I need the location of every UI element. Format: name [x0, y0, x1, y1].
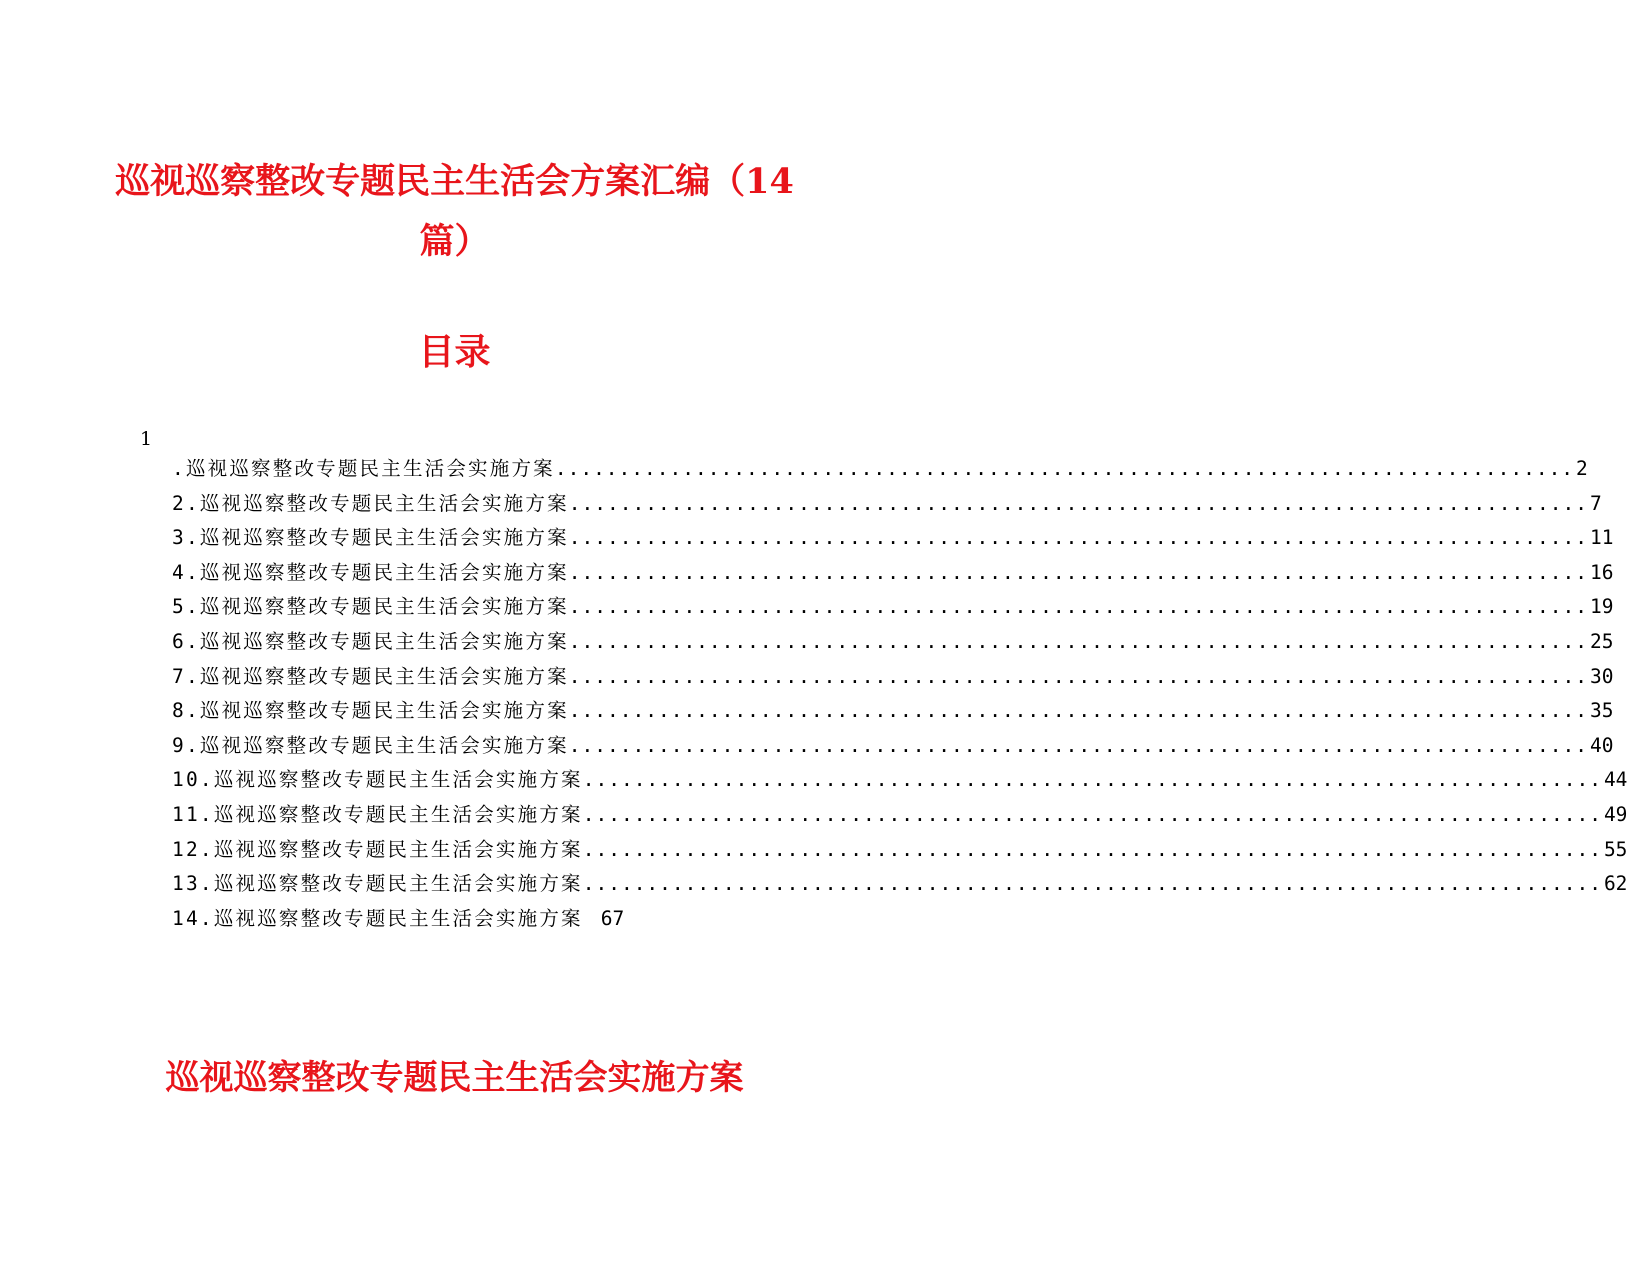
toc-entry[interactable]: [172, 833, 1628, 868]
toc-entry-page-number: 55: [1603, 837, 1628, 861]
toc-entry-page-number: 67: [600, 906, 625, 930]
toc-entry-page-number: 35: [1589, 699, 1614, 723]
toc-entry-page-number: 30: [1589, 664, 1614, 688]
toc-entry-label: 11.巡视巡察整改专题民主生活会实施方案: [172, 802, 583, 826]
toc-leader-dots: ................................................................................: [568, 526, 1588, 550]
toc-entry-page-number: 49: [1603, 802, 1628, 826]
toc-leader-dots: ................................................................................: [582, 837, 1602, 861]
toc-entry[interactable]: [172, 590, 1614, 625]
toc-entry[interactable]: [172, 660, 1614, 695]
toc-entry-page-number: 40: [1589, 733, 1614, 757]
toc-entry-label: 14.巡视巡察整改专题民主生活会实施方案: [172, 906, 583, 930]
toc-entry-label: 13.巡视巡察整改专题民主生活会实施方案: [172, 872, 583, 896]
toc-entry[interactable]: [172, 487, 1602, 522]
toc-entry-label: 3.巡视巡察整改专题民主生活会实施方案: [172, 526, 569, 550]
document-title-line-1: 巡视巡察整改专题民主生活会方案汇编（14: [115, 161, 794, 202]
toc-leader-dots: ................................................................................: [582, 872, 1602, 896]
toc-entry-page-number: 2: [1576, 457, 1588, 480]
toc-leader-dots: ................................................................................: [568, 664, 1588, 688]
toc-entry-page-number: 44: [1603, 768, 1628, 792]
toc-entry[interactable]: [172, 798, 1628, 833]
toc-leader-dots: ................................................................................: [568, 491, 1588, 515]
toc-entry-page-number: 19: [1589, 595, 1614, 619]
toc-entry-label: 4.巡视巡察整改专题民主生活会实施方案: [172, 560, 569, 584]
toc-leader-dots: ................................................................................: [582, 768, 1602, 792]
toc-entry-label: 6.巡视巡察整改专题民主生活会实施方案: [172, 629, 569, 653]
toc-entry-page-number: 16: [1589, 560, 1614, 584]
toc-entry-label: 5.巡视巡察整改专题民主生活会实施方案: [172, 595, 569, 619]
document-title-line-2: 篇）: [419, 221, 490, 262]
toc-entry-label: 7.巡视巡察整改专题民主生活会实施方案: [172, 664, 569, 688]
toc-leader-dots: ................................................................................: [568, 560, 1588, 584]
toc-entry[interactable]: [172, 521, 1614, 556]
toc-leader-dots: ................................................................................: [582, 802, 1602, 826]
toc-entry[interactable]: [172, 902, 762, 937]
toc-entry[interactable]: [172, 867, 1628, 902]
toc-entry-page-number: 25: [1589, 629, 1614, 653]
toc-entry[interactable]: [172, 556, 1614, 591]
toc-entry-label: 12.巡视巡察整改专题民主生活会实施方案: [172, 837, 583, 861]
toc-leader-dots: ................................................................................: [568, 733, 1588, 757]
toc-entry[interactable]: [172, 625, 1614, 660]
toc-entry-page-number: 62: [1603, 872, 1628, 896]
toc-entry[interactable]: [172, 729, 1614, 764]
toc-leader-dots: ................................................................................: [568, 629, 1588, 653]
toc-first-number: 1: [140, 428, 153, 450]
toc-entry-page-number: 7: [1589, 491, 1602, 515]
toc-entry[interactable]: [172, 452, 1588, 487]
toc-entry-label: 10.巡视巡察整改专题民主生活会实施方案: [172, 768, 583, 792]
section-title: 巡视巡察整改专题民主生活会实施方案: [165, 1058, 744, 1098]
toc-entry[interactable]: [172, 694, 1614, 729]
toc-entry-label: 2.巡视巡察整改专题民主生活会实施方案: [172, 491, 569, 515]
toc-heading: 目录: [418, 331, 491, 373]
table-of-contents: [172, 452, 1628, 936]
toc-entry-page-number: 11: [1589, 526, 1614, 550]
toc-entry-label: .巡视巡察整改专题民主生活会实施方案: [172, 457, 555, 480]
toc-leader-dots: ................................................................................: [568, 595, 1588, 619]
toc-leader-dots: ................................................................................: [568, 699, 1588, 723]
toc-entry-label: 9.巡视巡察整改专题民主生活会实施方案: [172, 733, 569, 757]
toc-entry[interactable]: [172, 763, 1628, 798]
toc-leader-dots: ................................................................................: [554, 457, 1575, 480]
toc-entry-label: 8.巡视巡察整改专题民主生活会实施方案: [172, 699, 569, 723]
